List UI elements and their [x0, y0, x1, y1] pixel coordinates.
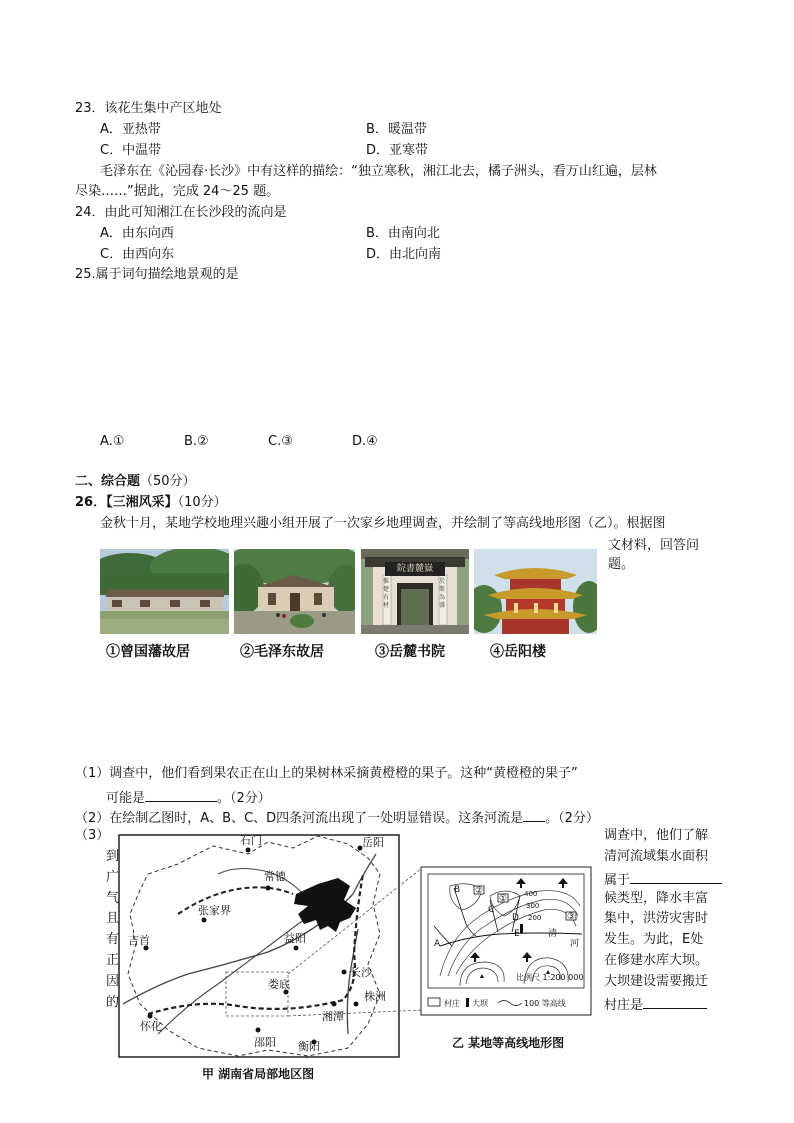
city-shaoyang: 邵阳 — [254, 1036, 276, 1049]
q26-sub1-suffix: 。（2分） — [217, 791, 271, 806]
sub3-right-line-3-prefix: 属于 — [604, 873, 631, 888]
city-changde: 常德 — [264, 870, 286, 883]
photo-yueyang-tower — [474, 549, 597, 634]
legend-village: 村庄 — [444, 999, 460, 1008]
q26-head: 26．【三湘风采】 — [75, 495, 178, 510]
section-2-title: 二、综合题 — [75, 474, 141, 489]
section-2-heading — [75, 473, 196, 491]
q24-option-a: A．由东向西 — [100, 226, 174, 241]
yuelu-academy-plaque: 院書麓嶽 — [385, 562, 445, 576]
city-shimen: 石门 — [240, 834, 262, 847]
contour-label-200: 200 — [528, 914, 542, 922]
q24-stem: 24．由此可知湘江在长沙段的流向是 — [75, 205, 287, 220]
city-changsha: 长沙 — [350, 966, 372, 979]
sub3-left-char-6: 正 — [106, 953, 120, 968]
label-river-a: A — [434, 939, 441, 949]
sub3-right-line-3 — [604, 869, 722, 890]
label-village-1: ① — [499, 894, 508, 904]
q26-sub2-suffix: 。（2分） — [545, 811, 599, 826]
label-village-3: ③ — [567, 912, 576, 922]
photo-caption-3: ③岳麓书院 — [375, 644, 445, 660]
city-xiangtan: 湘潭 — [322, 1010, 344, 1023]
photo-caption-1: ①曾国藩故居 — [106, 644, 190, 660]
q25-option-b: B.② — [184, 434, 209, 449]
q26-sub3-climate-blank[interactable] — [630, 869, 722, 884]
q24-option-c: C．由西向东 — [100, 247, 175, 262]
map-jia-caption: 甲 湖南省局部地区图 — [202, 1067, 315, 1081]
q25-option-c: C.③ — [268, 434, 293, 449]
q26-sub1-prefix: 可能是 — [106, 791, 146, 806]
q26-sub3-label: （3） — [75, 828, 110, 843]
dam-e-marker — [520, 924, 523, 933]
photo-caption-4: ④岳阳楼 — [490, 644, 546, 660]
map-contour-topography — [420, 866, 596, 1018]
label-village-2: ② — [475, 886, 484, 896]
label-qing: 清 — [548, 929, 558, 939]
legend-contour: 100 等高线 — [524, 999, 566, 1008]
sub3-right-line-5: 集中，洪涝灾害时 — [604, 911, 709, 926]
q23-option-a: A．亚热带 — [100, 122, 161, 137]
sub3-right-line-4: 候类型，降水丰富 — [604, 891, 709, 906]
yuelu-academy-right-couplet: 於斯為盛 — [439, 578, 446, 609]
photo-mao-zedong-residence — [234, 549, 355, 634]
sub3-right-line-1: 调查中，他们了解 — [604, 828, 709, 843]
q23-option-c: C．中温带 — [100, 143, 162, 158]
q26-sub1-answer-blank[interactable] — [145, 787, 217, 802]
q26-intro-line-3: 题。 — [608, 557, 635, 572]
city-yiyang: 益阳 — [284, 932, 306, 945]
label-dam-e: E — [514, 929, 520, 939]
q25-option-d: D.④ — [352, 434, 378, 449]
map-yi-caption: 乙 某地等高线地形图 — [452, 1036, 565, 1050]
sub3-left-char-5: 有 — [106, 932, 120, 947]
q26-sub2-prefix: （2）在绘制乙图时，A、B、C、D四条河流出现了一处明显错误。这条河流是 — [75, 811, 524, 826]
photo-caption-2: ②毛泽东故居 — [240, 644, 324, 660]
map-yi-scale: 比例尺 1:200 000 — [516, 973, 584, 982]
q26-heading — [75, 494, 227, 512]
section-2-score: （50分） — [140, 474, 196, 489]
q24-option-b: B．由南向北 — [366, 226, 440, 241]
sub3-right-line-6: 发生。为此，E处 — [604, 932, 704, 947]
q26-sub1-line-1: （1）调查中，他们看到果农正在山上的果树林采摘黄橙橙的果子。这种“黄橙橙的果子” — [75, 766, 578, 781]
city-jishou: 吉首 — [128, 934, 150, 947]
legend-dam: 大坝 — [472, 999, 488, 1008]
photo-yuelu-academy — [361, 549, 469, 634]
city-loudi: 娄底 — [268, 978, 290, 991]
sub3-left-char-4: 且 — [106, 911, 120, 926]
city-zhangjiajie: 张家界 — [198, 904, 231, 917]
q26-sub2 — [75, 807, 599, 828]
q25-stem: 25.属于词句描绘地景观的是 — [75, 267, 239, 282]
passage-line-1: 毛泽东在《沁园春·长沙》中有这样的描绘：“独立寒秋，湘江北去，橘子洲头，看万山红遍，层林 — [100, 164, 657, 179]
sub3-left-char-1: 到 — [106, 849, 120, 864]
passage-line-2: 尽染……”据此，完成 24～25 题。 — [75, 184, 280, 199]
sub3-left-char-3: 气 — [106, 891, 120, 906]
contour-label-400: 400 — [524, 890, 538, 898]
map-yi-frame — [421, 867, 591, 1015]
label-river-d: D — [512, 913, 519, 923]
city-yueyang: 岳阳 — [362, 836, 384, 849]
q23-option-d: D．亚寒带 — [366, 143, 429, 158]
sub3-right-line-2: 清河流域集水面积 — [604, 849, 709, 864]
label-he: 河 — [570, 939, 580, 949]
q25-option-a: A.① — [100, 434, 125, 449]
q26-sub3-village-blank[interactable] — [643, 994, 707, 1009]
yuelu-academy-left-couplet: 惟楚有材 — [383, 578, 390, 609]
city-huaihua: 怀化 — [140, 1020, 162, 1033]
map-connector-lines — [288, 840, 428, 1040]
sub3-left-char-8: 的 — [106, 995, 120, 1010]
sub3-left-char-7: 因 — [106, 974, 120, 989]
sub3-left-char-2: 广 — [106, 870, 120, 885]
city-hengyang: 衡阳 — [298, 1040, 320, 1053]
sub3-right-line-7: 在修建水库大坝。 — [604, 953, 709, 968]
q26-intro-line-1: 金秋十月，某地学校地理兴趣小组开展了一次家乡地理调查，并绘制了等高线地形图（乙）。根据图 — [100, 516, 666, 531]
label-river-c: C — [488, 905, 495, 915]
q26-intro-line-2: 文材料，回答问 — [608, 538, 700, 553]
q26-sub2-answer-blank[interactable] — [523, 807, 545, 822]
contour-label-300: 300 — [526, 902, 540, 910]
q23-option-b: B．暖温带 — [366, 122, 427, 137]
q24-option-d: D．由北向南 — [366, 247, 442, 262]
city-zhuzhou: 株洲 — [364, 990, 386, 1003]
q26-sub1-line-2 — [106, 787, 271, 808]
sub3-right-line-8: 大坝建设需要搬迁 — [604, 974, 709, 989]
label-river-b: B — [454, 885, 461, 895]
q23-stem: 23．该花生集中产区地处 — [75, 101, 222, 116]
q26-score: （10分） — [177, 495, 227, 510]
sub3-right-line-9-text: 村庄是 — [604, 998, 644, 1013]
photo-zeng-guofan-residence — [100, 549, 229, 634]
sub3-right-line-9 — [604, 994, 707, 1015]
